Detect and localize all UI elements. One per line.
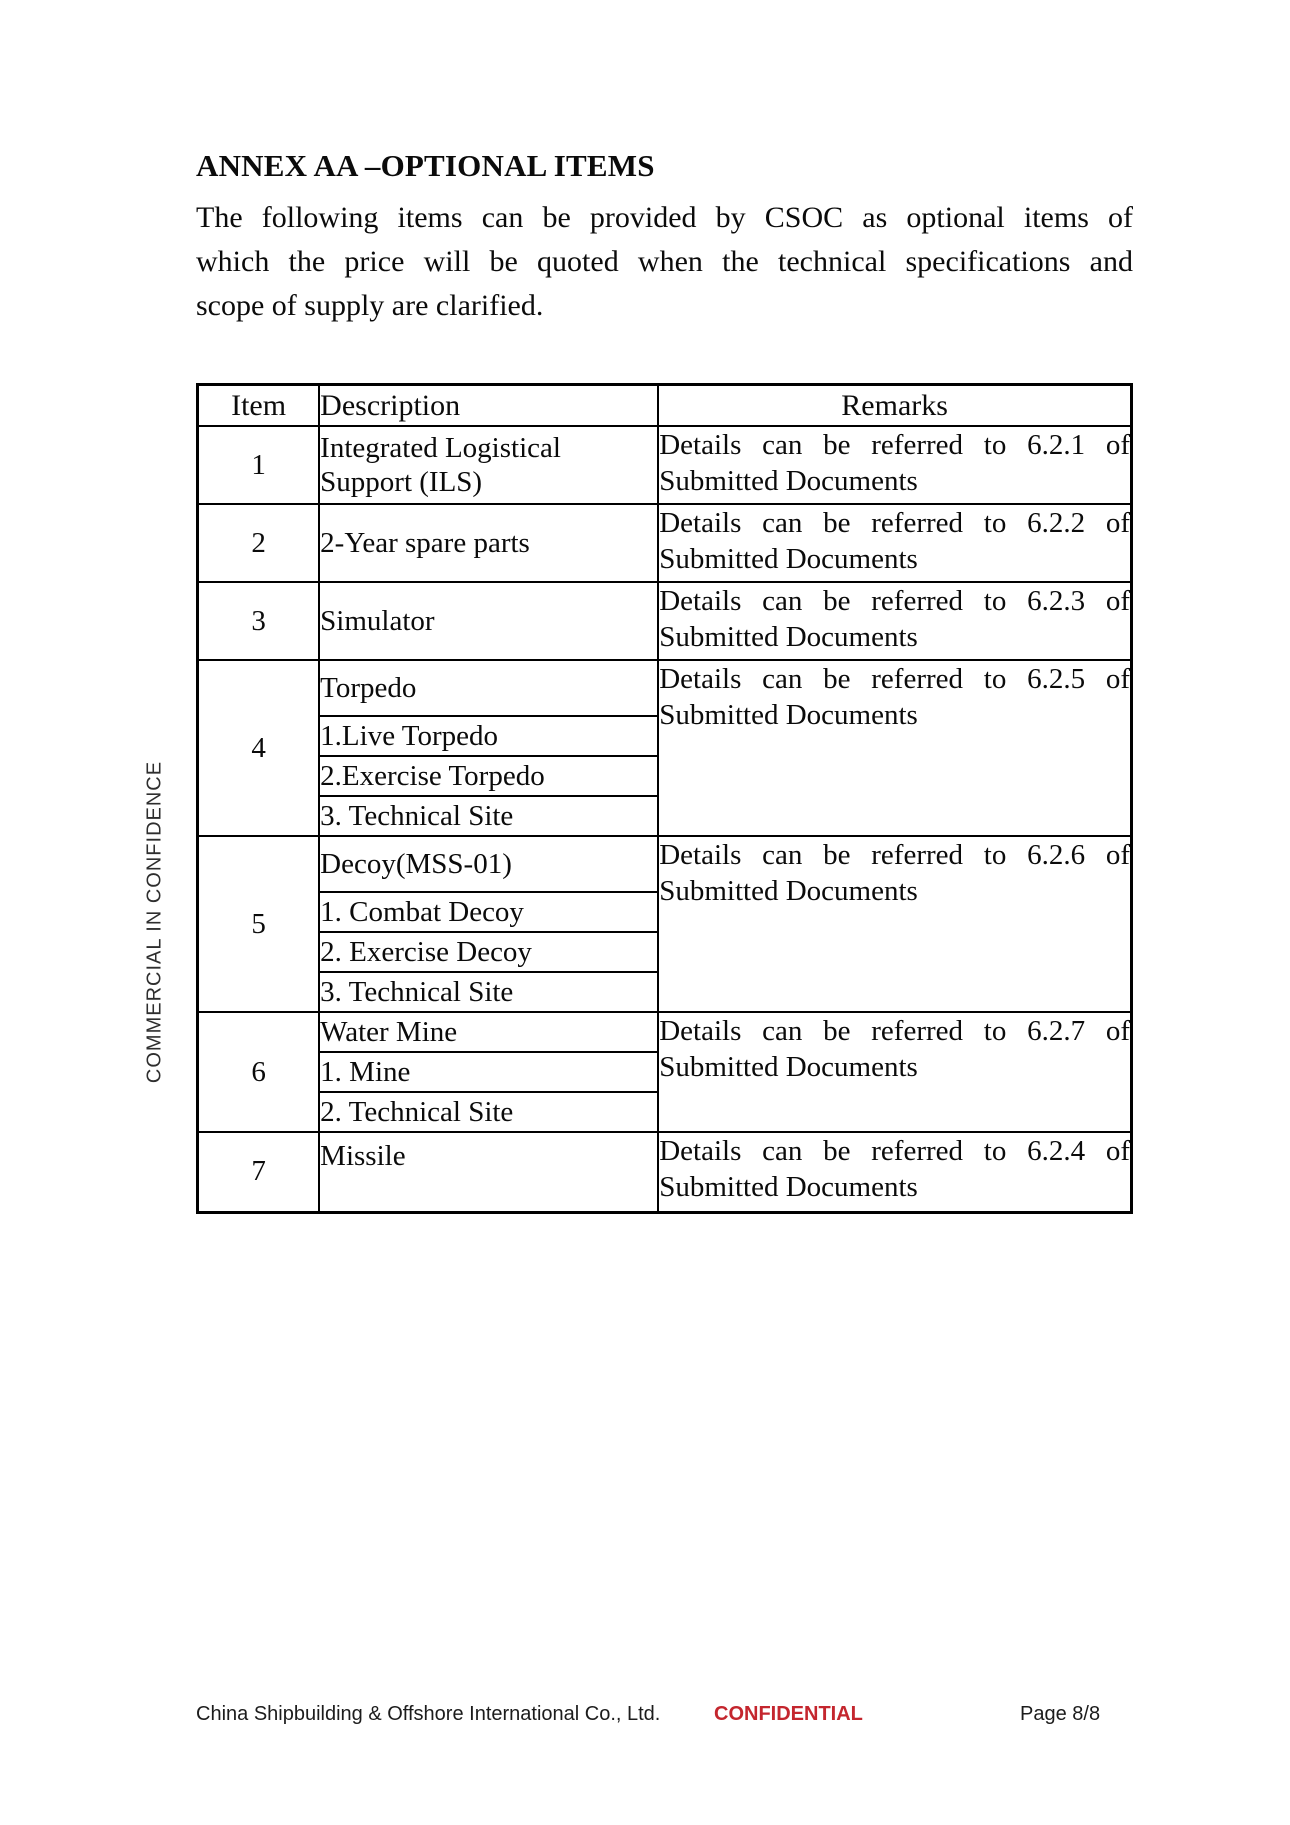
item-sub-description: 2. Exercise Decoy bbox=[319, 932, 658, 972]
item-remark bbox=[658, 836, 1131, 1012]
remark-line: Details can be referred to 6.2.7 of bbox=[659, 1015, 1130, 1047]
intro-line: scope of supply are clarified. bbox=[196, 289, 544, 322]
remark-line: Details can be referred to 6.2.2 of bbox=[659, 507, 1130, 539]
item-number: 5 bbox=[198, 836, 320, 1012]
table-row bbox=[198, 504, 1132, 582]
item-remark bbox=[658, 660, 1131, 836]
item-sub-description: 3. Technical Site bbox=[319, 972, 658, 1012]
remark-line: Submitted Documents bbox=[659, 621, 918, 653]
table-row bbox=[198, 836, 1132, 892]
header-item: Item bbox=[198, 385, 320, 427]
table-row bbox=[198, 582, 1132, 660]
item-sub-description: 2. Technical Site bbox=[319, 1092, 658, 1132]
remark-line: Submitted Documents bbox=[659, 875, 918, 907]
item-remark bbox=[658, 426, 1131, 504]
item-sub-description: 2.Exercise Torpedo bbox=[319, 756, 658, 796]
table-row bbox=[198, 426, 1132, 504]
item-sub-description: 1. Combat Decoy bbox=[319, 892, 658, 932]
item-number: 7 bbox=[198, 1132, 320, 1212]
remark-line: Details can be referred to 6.2.4 of bbox=[659, 1135, 1130, 1167]
remark-line: Submitted Documents bbox=[659, 699, 918, 731]
footer-page-number: Page 8/8 bbox=[1020, 1703, 1101, 1725]
commercial-in-confidence-watermark: COMMERCIAL IN CONFIDENCE bbox=[143, 760, 166, 1084]
remark-line: Submitted Documents bbox=[659, 465, 918, 497]
item-remark bbox=[658, 1132, 1131, 1212]
item-sub-description: 1. Mine bbox=[319, 1052, 658, 1092]
item-number: 2 bbox=[198, 504, 320, 582]
table-header-row bbox=[198, 385, 1132, 427]
footer-company-name: China Shipbuilding & Offshore International Co., Ltd. bbox=[196, 1703, 661, 1725]
item-number: 6 bbox=[198, 1012, 320, 1132]
page-footer bbox=[0, 1703, 1290, 1733]
intro-paragraph bbox=[196, 196, 1133, 328]
intro-line: which the price will be quoted when the technical specifications and bbox=[196, 245, 1133, 278]
item-sub-description: 3. Technical Site bbox=[319, 796, 658, 836]
item-sub-description: 1.Live Torpedo bbox=[319, 716, 658, 756]
item-number: 1 bbox=[198, 426, 320, 504]
remark-line: Details can be referred to 6.2.3 of bbox=[659, 585, 1130, 617]
remark-line: Details can be referred to 6.2.1 of bbox=[659, 429, 1130, 461]
remark-line: Details can be referred to 6.2.6 of bbox=[659, 839, 1130, 871]
header-remarks: Remarks bbox=[658, 385, 1131, 427]
footer-classification-label: CONFIDENTIAL bbox=[714, 1703, 863, 1725]
item-description: Torpedo bbox=[319, 660, 658, 716]
item-number: 3 bbox=[198, 582, 320, 660]
table-row bbox=[198, 1012, 1132, 1052]
remark-line: Submitted Documents bbox=[659, 1171, 918, 1203]
item-remark bbox=[658, 582, 1131, 660]
table-row bbox=[198, 660, 1132, 716]
item-description: Missile bbox=[319, 1132, 658, 1212]
remark-line: Submitted Documents bbox=[659, 543, 918, 575]
remark-line: Details can be referred to 6.2.5 of bbox=[659, 663, 1130, 695]
item-description: 2-Year spare parts bbox=[319, 504, 658, 582]
item-description: Integrated Logistical Support (ILS) bbox=[319, 426, 658, 504]
intro-line: The following items can be provided by CSOC as optional items of bbox=[196, 201, 1133, 234]
table-row bbox=[198, 1132, 1132, 1212]
item-remark bbox=[658, 1012, 1131, 1132]
item-description: Decoy(MSS-01) bbox=[319, 836, 658, 892]
item-remark bbox=[658, 504, 1131, 582]
item-description: Water Mine bbox=[319, 1012, 658, 1052]
item-number: 4 bbox=[198, 660, 320, 836]
header-description: Description bbox=[319, 385, 658, 427]
remark-line: Submitted Documents bbox=[659, 1051, 918, 1083]
item-description: Simulator bbox=[319, 582, 658, 660]
optional-items-table bbox=[196, 383, 1133, 1214]
page-title: ANNEX AA –OPTIONAL ITEMS bbox=[196, 148, 655, 183]
